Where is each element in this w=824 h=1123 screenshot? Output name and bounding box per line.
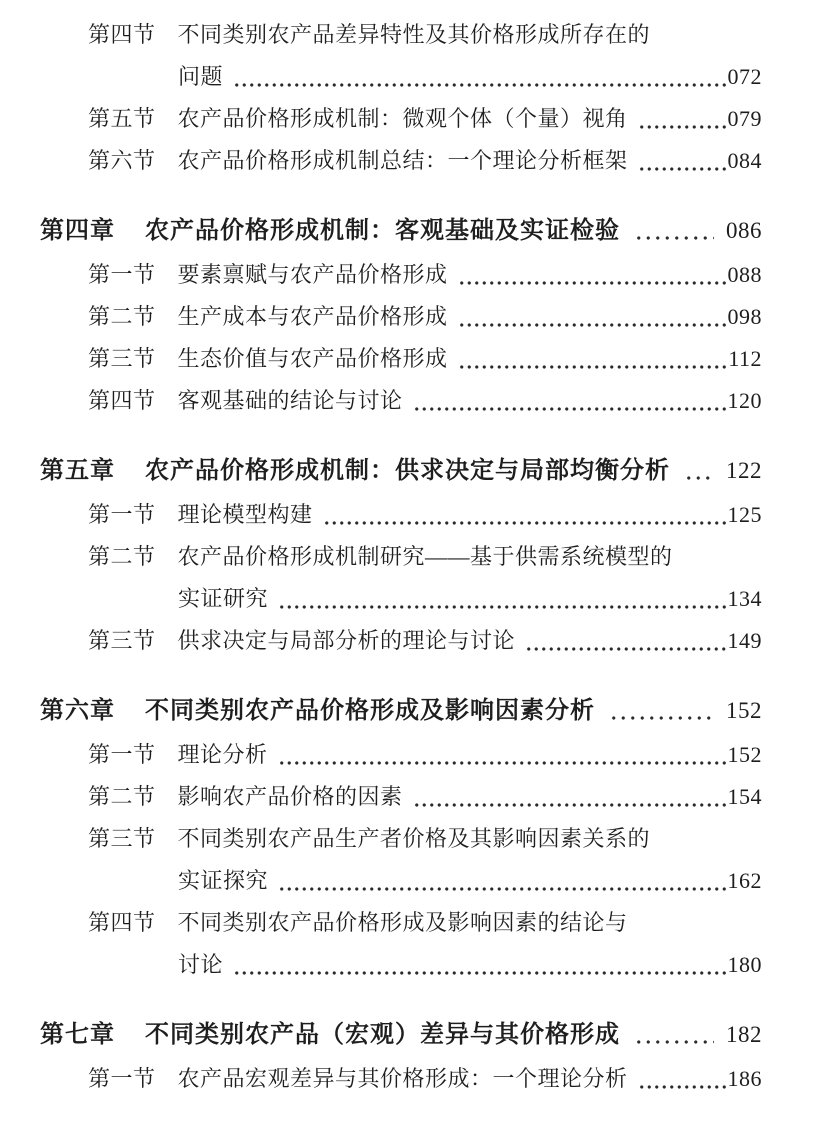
dot-leader xyxy=(458,363,728,371)
toc-section-entry xyxy=(40,296,762,338)
toc-section-entry xyxy=(40,734,762,776)
page-number: 180 xyxy=(727,952,762,977)
dot-leader xyxy=(458,279,727,287)
entry-title: 农产品价格形成机制：客观基础及实证检验 xyxy=(145,217,620,244)
page-number: 154 xyxy=(727,784,762,809)
page-number: 072 xyxy=(727,64,762,89)
entry-title: 供求决定与局部分析的理论与讨论 xyxy=(177,628,516,653)
entry-number: 第五章 xyxy=(40,457,115,484)
dot-leader xyxy=(609,714,714,722)
entry-number: 第二节 xyxy=(88,544,156,569)
toc-section-entry xyxy=(40,536,762,578)
page-number: 098 xyxy=(727,304,762,329)
toc-section-entry xyxy=(40,776,762,818)
dot-leader xyxy=(233,81,726,89)
dot-leader xyxy=(638,165,727,173)
entry-number: 第二节 xyxy=(88,304,156,329)
toc-chapter-entry xyxy=(40,1012,762,1058)
dot-leader xyxy=(278,885,726,893)
toc-entry-continuation xyxy=(40,944,762,986)
page-number: 149 xyxy=(727,628,762,653)
page-number: 084 xyxy=(727,148,762,173)
page-number: 079 xyxy=(727,106,762,131)
toc-entry-continuation xyxy=(40,56,762,98)
page-number: 162 xyxy=(727,868,762,893)
entry-title: 不同类别农产品生产者价格及其影响因素关系的 xyxy=(177,826,651,851)
entry-title: 不同类别农产品价格形成及影响因素分析 xyxy=(145,697,595,724)
toc-section-entry xyxy=(40,254,762,296)
entry-number: 第一节 xyxy=(88,742,156,767)
entry-number: 第一节 xyxy=(88,502,156,527)
dot-leader xyxy=(323,519,727,527)
toc-section-entry xyxy=(40,1058,762,1100)
entry-title: 不同类别农产品差异特性及其价格形成所存在的 xyxy=(177,22,651,47)
dot-leader xyxy=(278,603,726,611)
page-number: 088 xyxy=(727,262,762,287)
page-number: 152 xyxy=(726,698,762,723)
toc-section-entry xyxy=(40,494,762,536)
dot-leader xyxy=(638,1083,727,1091)
toc-section-entry xyxy=(40,818,762,860)
entry-title: 农产品价格形成机制：供求决定与局部均衡分析 xyxy=(145,457,670,484)
dot-leader xyxy=(458,321,727,329)
page-number: 134 xyxy=(727,586,762,611)
toc-entry-continuation xyxy=(40,860,762,902)
entry-number: 第一节 xyxy=(88,1066,156,1091)
entry-number: 第七章 xyxy=(40,1021,115,1048)
page-number: 086 xyxy=(726,218,762,243)
entry-title: 生态价值与农产品价格形成 xyxy=(177,346,448,371)
entry-number: 第四节 xyxy=(88,22,156,47)
entry-number: 第三节 xyxy=(88,826,156,851)
entry-title: 客观基础的结论与讨论 xyxy=(177,388,403,413)
toc-section-entry xyxy=(40,140,762,182)
entry-title: 影响农产品价格的因素 xyxy=(177,784,403,809)
toc-section-entry xyxy=(40,902,762,944)
page-number: 182 xyxy=(726,1022,762,1047)
page-number: 125 xyxy=(727,502,762,527)
entry-title: 理论分析 xyxy=(177,742,268,767)
entry-number: 第五节 xyxy=(88,106,156,131)
dot-leader xyxy=(278,759,727,767)
toc-section-entry xyxy=(40,14,762,56)
page-number: 120 xyxy=(727,388,762,413)
toc-section-entry xyxy=(40,620,762,662)
entry-number: 第四章 xyxy=(40,217,115,244)
entry-number: 第四节 xyxy=(88,910,156,935)
dot-leader xyxy=(233,969,726,977)
page-number: 152 xyxy=(727,742,762,767)
entry-number: 第六章 xyxy=(40,697,115,724)
toc-chapter-entry xyxy=(40,448,762,494)
page-number: 112 xyxy=(728,346,762,371)
entry-title: 要素禀赋与农产品价格形成 xyxy=(177,262,448,287)
dot-leader xyxy=(684,474,714,482)
toc-section-entry xyxy=(40,338,762,380)
entry-title: 生产成本与农产品价格形成 xyxy=(177,304,448,329)
entry-number: 第一节 xyxy=(88,262,156,287)
entry-title: 农产品价格形成机制总结：一个理论分析框架 xyxy=(177,148,628,173)
toc-list xyxy=(40,14,762,1100)
entry-number: 第二节 xyxy=(88,784,156,809)
entry-title: 理论模型构建 xyxy=(177,502,313,527)
entry-number: 第三节 xyxy=(88,628,156,653)
toc-section-entry xyxy=(40,98,762,140)
toc-chapter-entry xyxy=(40,208,762,254)
entry-number: 第六节 xyxy=(88,148,156,173)
entry-title: 农产品价格形成机制研究——基于供需系统模型的 xyxy=(177,544,673,569)
entry-number: 第三节 xyxy=(88,346,156,371)
toc-chapter-entry xyxy=(40,688,762,734)
entry-title-continuation: 问题 xyxy=(178,64,224,89)
toc-section-entry xyxy=(40,380,762,422)
dot-leader xyxy=(634,1038,714,1046)
dot-leader xyxy=(638,123,727,131)
dot-leader xyxy=(413,801,727,809)
page-number: 122 xyxy=(726,458,762,483)
entry-number: 第四节 xyxy=(88,388,156,413)
entry-title-continuation: 实证探究 xyxy=(178,868,269,893)
entry-title: 不同类别农产品价格形成及影响因素的结论与 xyxy=(177,910,628,935)
entry-title: 不同类别农产品（宏观）差异与其价格形成 xyxy=(145,1021,620,1048)
entry-title-continuation: 讨论 xyxy=(178,952,224,977)
page-number: 186 xyxy=(727,1066,762,1091)
entry-title-continuation: 实证研究 xyxy=(178,586,269,611)
dot-leader xyxy=(525,645,726,653)
dot-leader xyxy=(634,234,714,242)
toc-entry-continuation xyxy=(40,578,762,620)
dot-leader xyxy=(413,405,727,413)
entry-title: 农产品宏观差异与其价格形成：一个理论分析 xyxy=(177,1066,628,1091)
entry-title: 农产品价格形成机制：微观个体（个量）视角 xyxy=(177,106,628,131)
